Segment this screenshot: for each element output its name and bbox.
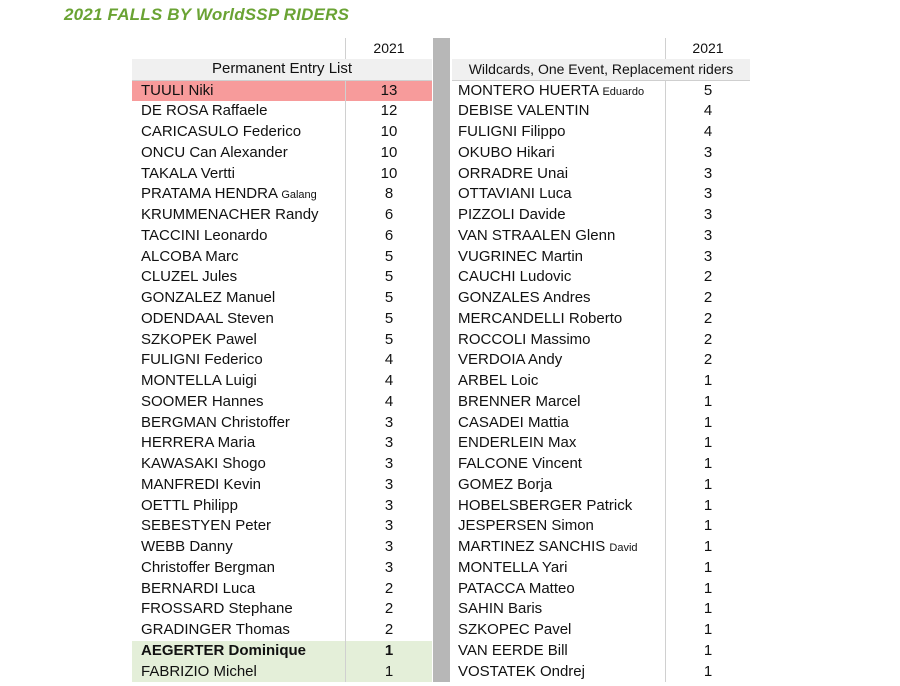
falls-count: 3 xyxy=(703,247,713,265)
falls-count: 10 xyxy=(380,164,398,182)
rider-name-cell xyxy=(452,330,666,351)
year-header-row xyxy=(452,38,750,59)
falls-count: 5 xyxy=(384,268,394,286)
rider-name: VAN EERDE Bill xyxy=(458,641,568,659)
falls-count: 1 xyxy=(703,621,713,638)
falls-count: 1 xyxy=(703,496,713,514)
table-row xyxy=(452,454,750,475)
rider-name: FALCONE Vincent xyxy=(458,455,582,472)
falls-count: 5 xyxy=(384,309,394,327)
rider-name-cell xyxy=(132,558,346,579)
falls-count: 2 xyxy=(703,330,713,348)
rider-name-cell xyxy=(452,122,666,143)
table-row xyxy=(452,620,750,641)
rider-name-cell xyxy=(452,662,666,683)
rider-name: OETTL Philipp xyxy=(141,496,238,514)
year-header-spacer xyxy=(132,38,346,59)
rider-name-cell xyxy=(452,309,666,330)
table-body xyxy=(452,81,750,683)
rider-name: JESPERSEN Simon xyxy=(458,517,594,535)
falls-count: 1 xyxy=(703,600,713,618)
falls-count: 4 xyxy=(384,372,394,389)
table-row xyxy=(132,101,432,122)
table-row xyxy=(452,662,750,683)
falls-count: 10 xyxy=(380,143,398,161)
falls-count: 10 xyxy=(380,123,398,140)
falls-count: 6 xyxy=(384,206,394,223)
falls-count: 5 xyxy=(384,330,394,348)
rider-name: CASADEI Mattia xyxy=(458,413,569,431)
rider-name: CARICASULO Federico xyxy=(141,123,302,140)
rider-name: BERGMAN Christoffer xyxy=(141,413,290,431)
falls-count: 1 xyxy=(703,538,713,555)
rider-name: TACCINI Leonardo xyxy=(141,226,268,244)
rider-name-cell xyxy=(452,81,666,102)
rider-name-cell xyxy=(452,247,666,268)
falls-count: 1 xyxy=(703,641,713,659)
section-header: Permanent Entry List xyxy=(211,59,353,77)
falls-count: 2 xyxy=(703,309,713,327)
falls-count: 1 xyxy=(703,517,713,535)
table-row xyxy=(132,620,432,641)
rider-name: ONCU Can Alexander xyxy=(141,143,288,161)
falls-count: 6 xyxy=(384,226,394,244)
falls-count: 2 xyxy=(703,289,713,306)
rider-name-cell xyxy=(452,496,666,517)
rider-name-cell xyxy=(132,184,346,205)
rider-name-cell xyxy=(132,516,346,537)
table-row xyxy=(132,164,432,185)
falls-count: 3 xyxy=(384,455,394,472)
table-row xyxy=(132,413,432,434)
falls-count: 1 xyxy=(703,558,713,576)
falls-count: 4 xyxy=(703,123,713,140)
table-row xyxy=(452,330,750,351)
falls-count: 2 xyxy=(384,621,394,638)
rider-name-cell xyxy=(452,454,666,475)
rider-name: MONTERO HUERTA xyxy=(458,81,599,99)
table-body xyxy=(132,81,432,683)
rider-name-cell xyxy=(452,164,666,185)
rider-name: SAHIN Baris xyxy=(458,600,543,618)
rider-name-cell xyxy=(132,330,346,351)
table-row xyxy=(452,143,750,164)
rider-name: GONZALEZ Manuel xyxy=(141,289,276,306)
rider-name-cell xyxy=(132,641,346,662)
rider-name-cell xyxy=(132,496,346,517)
table-row xyxy=(452,184,750,205)
rider-name: PRATAMA HENDRA xyxy=(141,185,278,203)
falls-count: 3 xyxy=(384,517,394,535)
rider-first-name-small: David xyxy=(609,542,638,554)
rider-name: CAUCHI Ludovic xyxy=(458,268,572,286)
rider-name: PATACCA Matteo xyxy=(458,579,575,597)
rider-name-cell xyxy=(132,205,346,226)
table-row xyxy=(452,599,750,620)
rider-name-cell xyxy=(132,537,346,558)
falls-count: 1 xyxy=(703,475,713,493)
rider-name: FABRIZIO Michel xyxy=(141,662,257,680)
table-row xyxy=(132,433,432,454)
falls-count: 2 xyxy=(384,579,394,597)
table-row xyxy=(132,475,432,496)
rider-name: KAWASAKI Shogo xyxy=(141,455,266,472)
rider-name-cell xyxy=(132,101,346,122)
falls-count: 2 xyxy=(703,351,713,369)
rider-name: VOSTATEK Ondrej xyxy=(458,662,585,680)
table-row xyxy=(132,579,432,600)
year-header: 2021 xyxy=(373,40,405,56)
falls-count: 5 xyxy=(384,247,394,265)
table-row xyxy=(452,433,750,454)
table-row xyxy=(132,288,432,309)
rider-name: ENDERLEIN Max xyxy=(458,434,577,452)
rider-name: WEBB Danny xyxy=(141,538,233,555)
falls-count: 4 xyxy=(384,351,394,369)
table-row xyxy=(452,413,750,434)
falls-count: 3 xyxy=(384,538,394,555)
table-row xyxy=(452,247,750,268)
rider-name: AEGERTER Dominique xyxy=(141,641,307,659)
rider-name: Christoffer Bergman xyxy=(141,558,275,576)
rider-name-cell xyxy=(132,226,346,247)
rider-name: GONZALES Andres xyxy=(458,289,591,306)
rider-name: VUGRINEC Martin xyxy=(458,247,584,265)
rider-name-cell xyxy=(452,226,666,247)
rider-name: GOMEZ Borja xyxy=(458,475,553,493)
falls-count: 13 xyxy=(380,81,398,99)
table-row xyxy=(132,371,432,392)
rider-name-cell xyxy=(132,143,346,164)
falls-count: 12 xyxy=(380,102,398,120)
rider-name: VERDOIA Andy xyxy=(458,351,563,369)
rider-name-cell xyxy=(452,475,666,496)
table-row xyxy=(132,205,432,226)
rider-name-cell xyxy=(132,288,346,309)
falls-count: 1 xyxy=(703,413,713,431)
falls-count: 1 xyxy=(703,662,713,680)
rider-name-cell xyxy=(132,433,346,454)
page-title: 2021 FALLS BY WorldSSP RIDERS xyxy=(64,5,350,24)
falls-count: 2 xyxy=(384,600,394,618)
rider-name-cell xyxy=(452,288,666,309)
table-row xyxy=(132,81,432,102)
falls-count: 4 xyxy=(703,102,713,120)
falls-count: 3 xyxy=(703,164,713,182)
rider-name: DE ROSA Raffaele xyxy=(141,102,268,120)
rider-first-name-small: Eduardo xyxy=(602,85,645,98)
table-row xyxy=(132,247,432,268)
rider-name: GRADINGER Thomas xyxy=(141,621,290,638)
falls-count: 1 xyxy=(703,392,713,410)
rider-name-cell xyxy=(132,247,346,268)
table-row xyxy=(452,496,750,517)
falls-count: 3 xyxy=(703,206,713,223)
rider-name-cell xyxy=(452,516,666,537)
wildcards-table xyxy=(452,38,750,682)
rider-name-cell xyxy=(452,579,666,600)
rider-name-cell xyxy=(452,205,666,226)
table-row xyxy=(452,309,750,330)
rider-name-cell xyxy=(132,371,346,392)
section-header: Wildcards, One Event, Replacement riders xyxy=(468,60,734,77)
rider-name-cell xyxy=(132,454,346,475)
rider-name-cell xyxy=(452,371,666,392)
table-row xyxy=(452,371,750,392)
falls-count: 1 xyxy=(384,641,394,659)
rider-name: VAN STRAALEN Glenn xyxy=(458,226,616,244)
rider-name: OTTAVIANI Luca xyxy=(458,185,572,203)
rider-name: MARTINEZ SANCHIS xyxy=(458,538,606,555)
table-row xyxy=(132,599,432,620)
rider-name: ARBEL Loic xyxy=(458,372,539,389)
section-header-row xyxy=(452,59,750,81)
rider-name-cell xyxy=(132,413,346,434)
rider-name-cell xyxy=(132,475,346,496)
falls-count: 3 xyxy=(384,475,394,493)
rider-name-cell xyxy=(452,620,666,641)
table-row xyxy=(452,267,750,288)
rider-name-cell xyxy=(132,620,346,641)
falls-count: 1 xyxy=(703,372,713,389)
falls-count: 8 xyxy=(384,185,394,203)
rider-name-cell xyxy=(132,662,346,683)
table-row xyxy=(132,267,432,288)
column-divider xyxy=(433,38,450,682)
table-row xyxy=(132,537,432,558)
rider-name: SOOMER Hannes xyxy=(141,392,264,410)
rider-name-cell xyxy=(452,413,666,434)
rider-name-cell xyxy=(132,309,346,330)
falls-count: 3 xyxy=(384,558,394,576)
rider-name: MONTELLA Yari xyxy=(458,558,568,576)
falls-count: 3 xyxy=(703,226,713,244)
table-row xyxy=(452,641,750,662)
falls-count: 1 xyxy=(703,579,713,597)
falls-count: 4 xyxy=(384,392,394,410)
rider-name-cell xyxy=(452,392,666,413)
falls-count: 1 xyxy=(703,434,713,452)
rider-name-cell xyxy=(452,558,666,579)
rider-name: SZKOPEC Pavel xyxy=(458,621,572,638)
rider-name-cell xyxy=(452,184,666,205)
rider-name: DEBISE VALENTIN xyxy=(458,102,590,120)
falls-count: 3 xyxy=(703,143,713,161)
rider-name: HERRERA Maria xyxy=(141,434,256,452)
table-row xyxy=(452,288,750,309)
table-row xyxy=(132,641,432,662)
rider-name: TUULI Niki xyxy=(141,81,214,99)
year-header: 2021 xyxy=(692,40,724,56)
section-header-row xyxy=(132,59,432,81)
rider-name-cell xyxy=(452,599,666,620)
table-row xyxy=(132,143,432,164)
rider-name-cell xyxy=(132,392,346,413)
falls-count: 1 xyxy=(384,662,394,680)
falls-count: 3 xyxy=(384,496,394,514)
rider-name-cell xyxy=(132,164,346,185)
rider-name: OKUBO Hikari xyxy=(458,143,555,161)
falls-count: 3 xyxy=(703,185,713,203)
rider-name-cell xyxy=(452,537,666,558)
table-row xyxy=(452,579,750,600)
rider-name-cell xyxy=(452,143,666,164)
table-row xyxy=(452,475,750,496)
rider-name: HOBELSBERGER Patrick xyxy=(458,496,633,514)
table-row xyxy=(452,205,750,226)
rider-name-cell xyxy=(452,350,666,371)
rider-name: MERCANDELLI Roberto xyxy=(458,309,623,327)
table-row xyxy=(452,226,750,247)
falls-count: 1 xyxy=(703,455,713,472)
table-row xyxy=(132,454,432,475)
rider-name: ROCCOLI Massimo xyxy=(458,330,591,348)
rider-name: FULIGNI Filippo xyxy=(458,123,566,140)
rider-name: SEBESTYEN Peter xyxy=(141,517,272,535)
rider-name-cell xyxy=(132,350,346,371)
table-row xyxy=(132,122,432,143)
rider-name-cell xyxy=(132,81,346,102)
table-row xyxy=(452,537,750,558)
rider-name: TAKALA Vertti xyxy=(141,164,235,182)
year-header-spacer xyxy=(452,38,666,59)
rider-name: KRUMMENACHER Randy xyxy=(141,206,319,223)
rider-name: ORRADRE Unai xyxy=(458,164,569,182)
falls-count: 3 xyxy=(384,434,394,452)
permanent-entry-table xyxy=(132,38,432,682)
rider-name-cell xyxy=(452,101,666,122)
rider-name: PIZZOLI Davide xyxy=(458,206,566,223)
rider-name-cell xyxy=(452,267,666,288)
table-row xyxy=(452,350,750,371)
table-row xyxy=(132,350,432,371)
table-row xyxy=(452,392,750,413)
table-row xyxy=(132,662,432,683)
table-row xyxy=(452,558,750,579)
falls-count: 2 xyxy=(703,268,713,286)
rider-first-name-small: Galang xyxy=(281,189,317,202)
falls-count: 5 xyxy=(703,81,713,99)
rider-name: CLUZEL Jules xyxy=(141,268,238,286)
table-row xyxy=(132,496,432,517)
rider-name-cell xyxy=(452,433,666,454)
table-row xyxy=(132,309,432,330)
rider-name: MANFREDI Kevin xyxy=(141,475,262,493)
falls-count: 3 xyxy=(384,413,394,431)
rider-name: FULIGNI Federico xyxy=(141,351,263,369)
table-row xyxy=(132,184,432,205)
table-row xyxy=(452,101,750,122)
table-row xyxy=(132,226,432,247)
year-header-row xyxy=(132,38,432,59)
rider-name: ODENDAAL Steven xyxy=(141,309,274,327)
rider-name-cell xyxy=(132,599,346,620)
table-row xyxy=(452,164,750,185)
rider-name: ALCOBA Marc xyxy=(141,247,239,265)
table-row xyxy=(452,81,750,102)
table-row xyxy=(452,122,750,143)
table-row xyxy=(132,516,432,537)
rider-name-cell xyxy=(132,579,346,600)
table-row xyxy=(132,330,432,351)
rider-name: BRENNER Marcel xyxy=(458,392,581,410)
rider-name: BERNARDI Luca xyxy=(141,579,256,597)
table-row xyxy=(132,558,432,579)
falls-count: 5 xyxy=(384,289,394,306)
rider-name: MONTELLA Luigi xyxy=(141,372,257,389)
table-row xyxy=(132,392,432,413)
table-row xyxy=(452,516,750,537)
rider-name-cell xyxy=(452,641,666,662)
rider-name-cell xyxy=(132,122,346,143)
rider-name: FROSSARD Stephane xyxy=(141,600,293,618)
rider-name: SZKOPEK Pawel xyxy=(141,330,257,348)
rider-name-cell xyxy=(132,267,346,288)
